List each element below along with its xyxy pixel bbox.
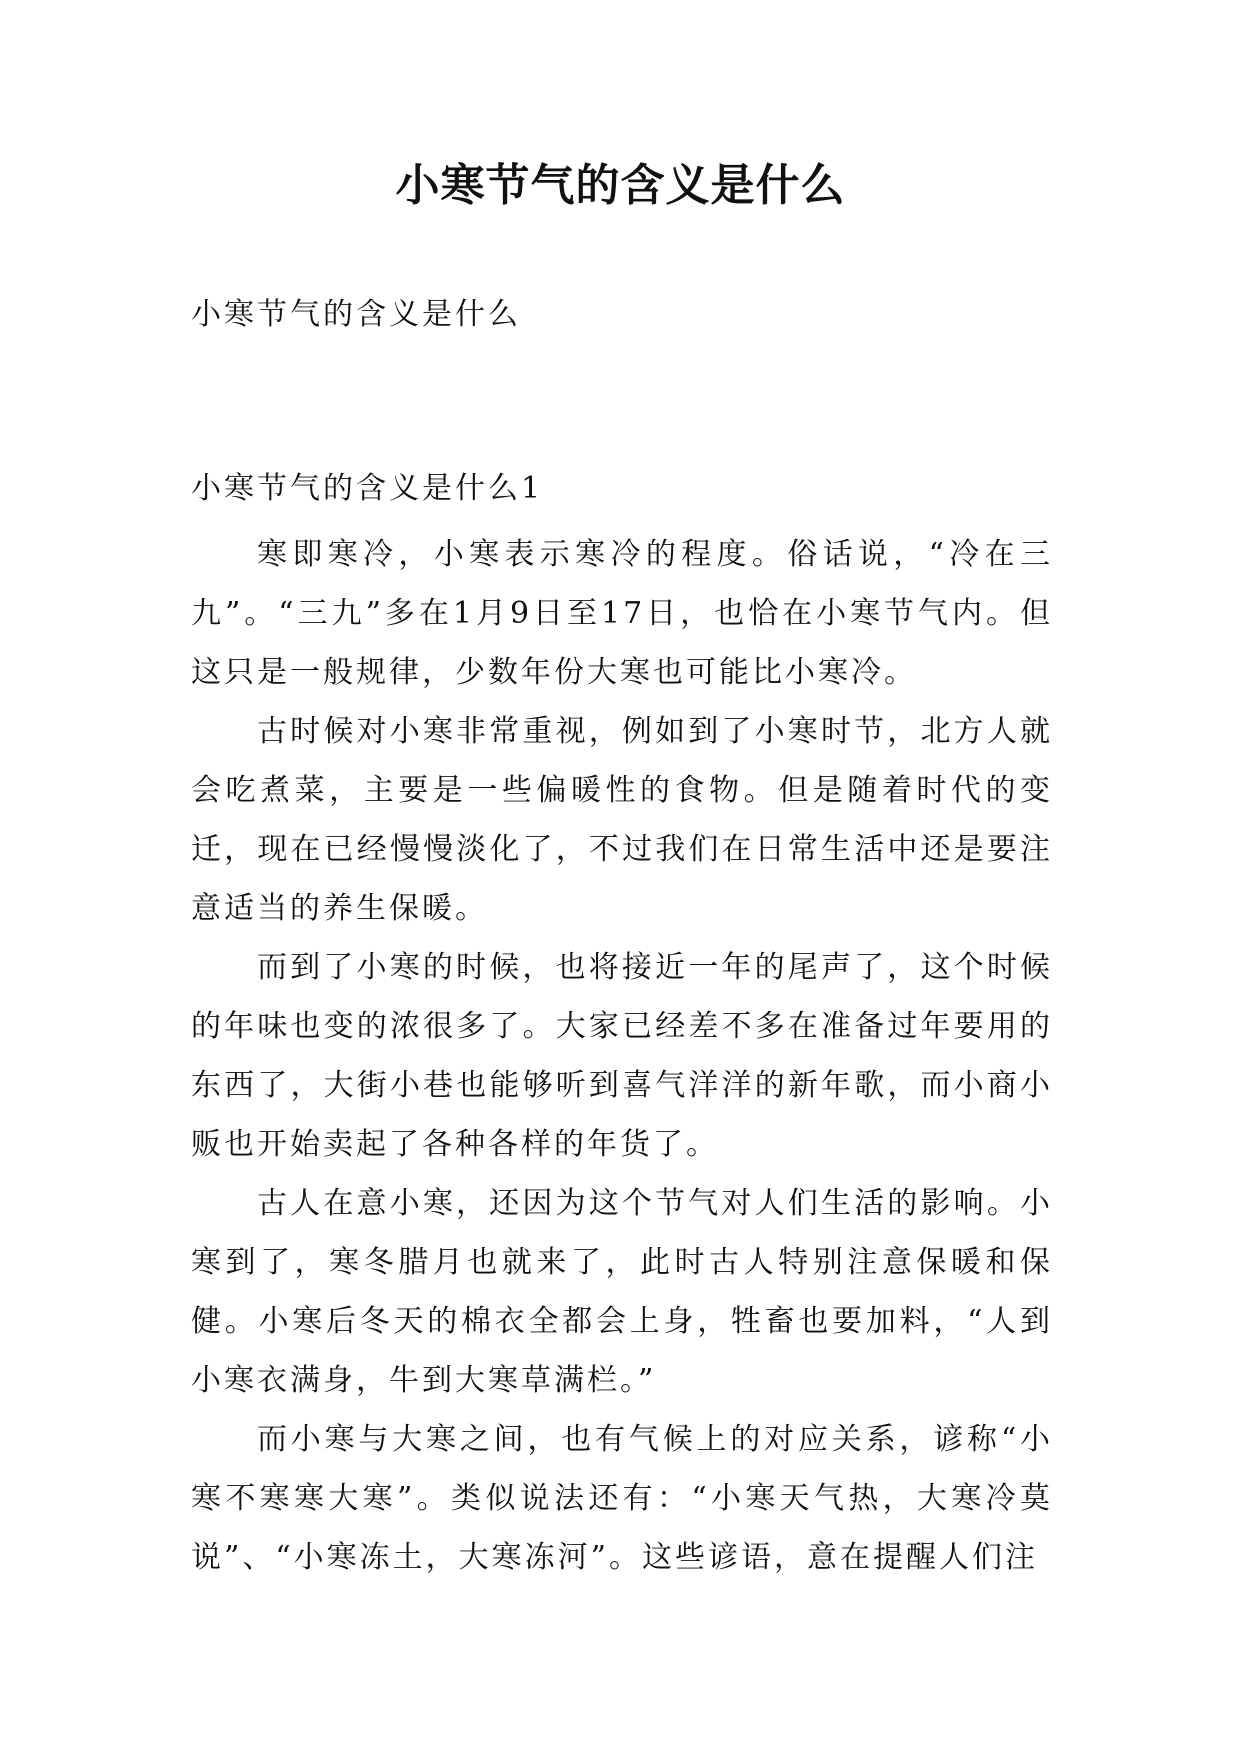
paragraph: 而到了小寒的时候，也将接近一年的尾声了，这个时候的年味也变的浓很多了。大家已经差不多在准备过年要用的东西了，大街小巷也能够听到喜气洋洋的新年歌，而小商小贩也开始卖起了各种各样的年货了。 (191, 950, 1053, 1162)
document-title: 小寒节气的含义是什么 (395, 160, 846, 211)
section-heading: 小寒节气的含义是什么1 (191, 471, 544, 506)
body-text (191, 525, 1053, 1587)
paragraph: 古人在意小寒，还因为这个节气对人们生活的影响。小寒到了，寒冬腊月也就来了，此时古人特别注意保暖和保健。小寒后冬天的棉衣全都会上身，牲畜也要加料，“人到小寒衣满身，牛到大寒草满栏。” (191, 1186, 1053, 1398)
document-subtitle: 小寒节气的含义是什么 (191, 297, 521, 332)
paragraph: 寒即寒冷，小寒表示寒冷的程度。俗话说，“冷在三九”。“三九”多在1月9日至17日，也恰在小寒节气内。但这只是一般规律，少数年份大寒也可能比小寒冷。 (191, 537, 1053, 690)
paragraph: 古时候对小寒非常重视，例如到了小寒时节，北方人就会吃煮菜，主要是一些偏暖性的食物。但是随着时代的变迁，现在已经慢慢淡化了，不过我们在日常生活中还是要注意适当的养生保暖。 (191, 714, 1053, 926)
paragraph: 而小寒与大寒之间，也有气候上的对应关系，谚称“小寒不寒寒大寒”。类似说法还有：“小寒天气热，大寒冷莫说”、“小寒冻土，大寒冻河”。这些谚语，意在提醒人们注 (191, 1422, 1053, 1575)
